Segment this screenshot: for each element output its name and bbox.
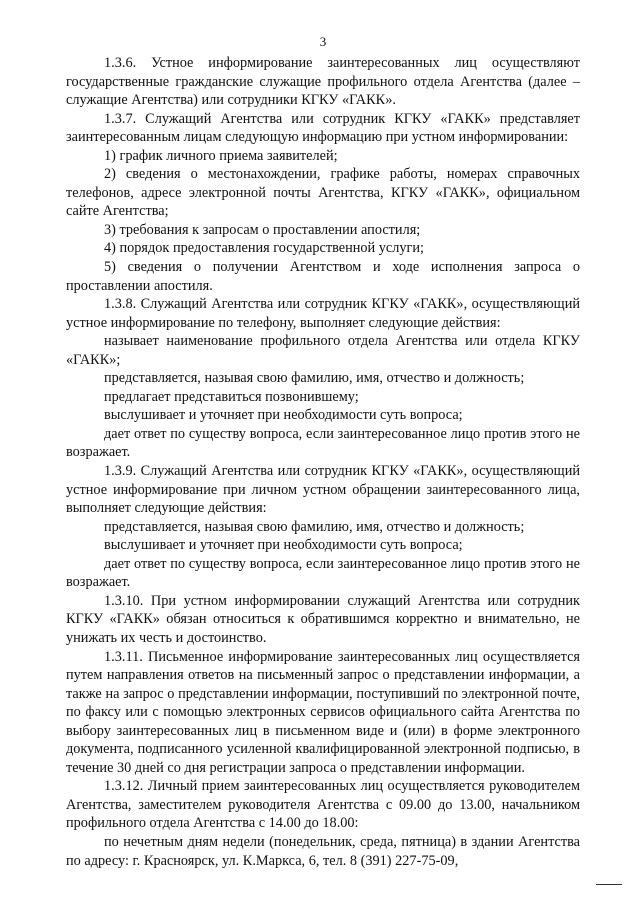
document-body: [66, 54, 580, 870]
list-item: 4) порядок предоставления государственной услуги;: [104, 240, 425, 257]
paragraph-1-3-12: 1.3.12. Личный прием заинтересованных лиц осуществляется руководителем Агентства, заместителем руководителя Агентства с 09.00 до 13.00, начальником профильного отдела Агентства с 14.00 до 18.00:: [66, 778, 580, 832]
paragraph-schedule: по нечетным дням недели (понедельник, среда, пятница) в здании Агентства по адресу: г. Красноярск, ул. К.Маркса, 6, тел. 8 (391) 227-75-09,: [66, 833, 580, 869]
page-number: 3: [319, 34, 327, 49]
action-item: выслушивает и уточняет при необходимости суть вопроса;: [104, 407, 463, 424]
list-item: 2) сведения о местонахождении, графике работы, номерах справочных телефонов, адресе электронной почты Агентства, КГКУ «ГАКК», официальном сайте Агентства;: [66, 166, 580, 220]
paragraph-1-3-8: 1.3.8. Служащий Агентства или сотрудник КГКУ «ГАКК», осуществляющий устное информирование по телефону, выполняет следующие действия:: [66, 296, 580, 331]
action-item: называет наименование профильного отдела Агентства или отдела КГКУ «ГАКК»;: [66, 333, 580, 368]
action-item: предлагает представиться позвонившему;: [104, 388, 359, 405]
paragraph-1-3-7: 1.3.7. Служащий Агентства или сотрудник КГКУ «ГАКК» представляет заинтересованным лицам следующую информацию при устном информировании:: [66, 110, 580, 146]
action-item: представляется, называя свою фамилию, имя, отчество и должность;: [104, 370, 525, 387]
scan-edge-mark: [596, 884, 622, 885]
action-item: выслушивает и уточняет при необходимости суть вопроса;: [104, 537, 463, 554]
action-item: дает ответ по существу вопроса, если заинтересованное лицо против этого не возражает.: [66, 425, 580, 461]
list-item: 1) график личного приема заявителей;: [104, 147, 338, 164]
action-item: представляется, называя свою фамилию, имя, отчество и должность;: [104, 518, 525, 535]
list-item: 5) сведения о получении Агентством и ходе исполнения запроса о проставлении апостиля.: [66, 259, 580, 294]
list-item: 3) требования к запросам о проставлении апостиля;: [104, 221, 421, 238]
paragraph-1-3-6: 1.3.6. Устное информирование заинтересованных лиц осуществляют государственные гражданские служащие профильного отдела Агентства (далее – служащие Агентства) или сотрудники КГКУ «ГАКК».: [66, 55, 580, 109]
action-item: дает ответ по существу вопроса, если заинтересованное лицо против этого не возражает.: [66, 555, 580, 591]
paragraph-1-3-11: 1.3.11. Письменное информирование заинтересованных лиц осуществляется путем направления ответов на письменный запрос о представлении информации, а также на запрос о представлении информации, поступивший по электронной почте, по факсу или с помощью электронных сервисов официального сайта Агентства по выбору заинтересованных лиц в письменном виде и (или) в форме электронного документа, подписанного усиленной квалифицированной электронной подписью, в течение 30 дней со дня регистрации запроса о представлении информации.: [66, 648, 580, 776]
paragraph-1-3-10: 1.3.10. При устном информировании служащий Агентства или сотрудник КГКУ «ГАКК» обязан относиться к обратившимся корректно и внимательно, не унижать их честь и достоинство.: [66, 592, 580, 646]
paragraph-1-3-9: 1.3.9. Служащий Агентства или сотрудник КГКУ «ГАКК», осуществляющий устное информирование при личном устном обращении заинтересованного лица, выполняет следующие действия:: [66, 463, 580, 517]
